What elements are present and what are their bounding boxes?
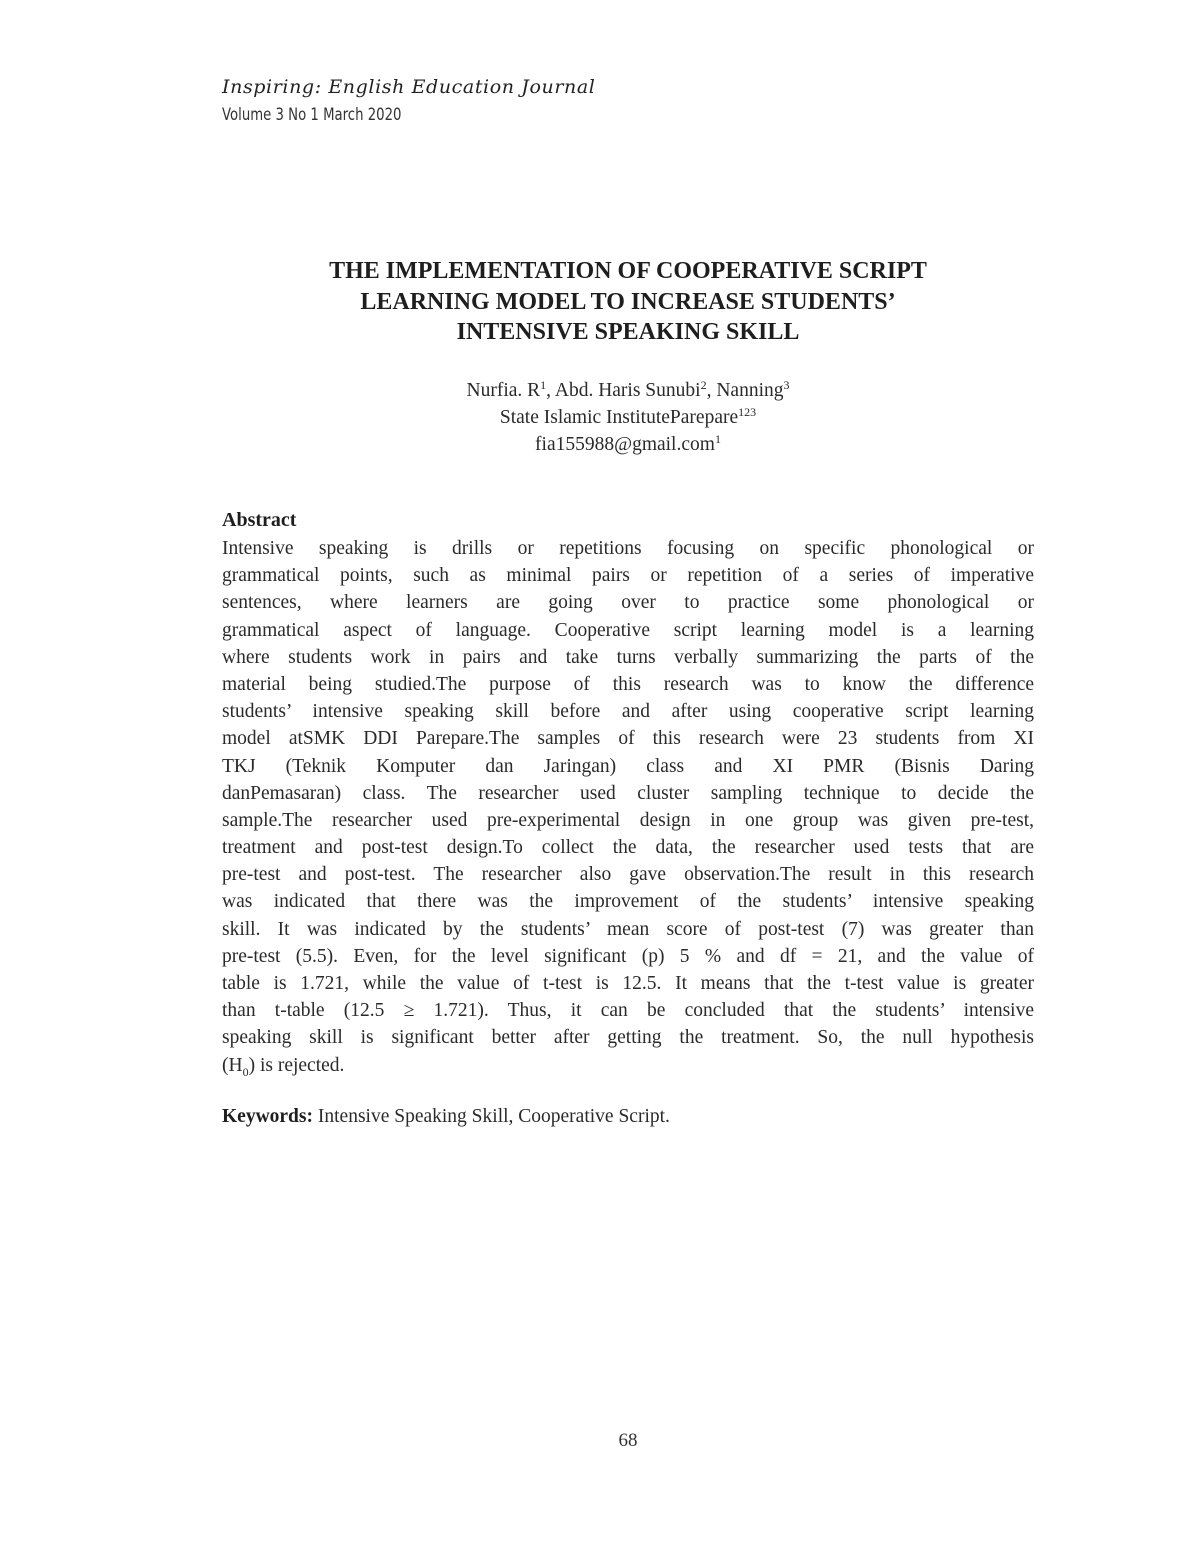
abstract-line: students’ intensive speaking skill before and after using cooperative script learning	[222, 701, 1034, 723]
abstract-line: TKJ (Teknik Komputer dan Jaringan) class and XI PMR (Bisnis Daring	[222, 755, 1034, 777]
abstract-line: model atSMK DDI Parepare.The samples of this research were 23 students from XI	[222, 728, 1034, 750]
abstract-line: treatment and post-test design.To collect the data, the researcher used tests that are	[222, 837, 1034, 859]
journal-header	[222, 74, 595, 130]
journal-volume: Volume 3 No 1 March 2020	[222, 105, 402, 125]
keywords-text: Intensive Speaking Skill, Cooperative Script.	[313, 1106, 670, 1127]
institution	[222, 404, 1034, 431]
abstract-line: sentences, where learners are going over to practice some phonological or	[222, 592, 1034, 614]
affiliation-mark: 123	[738, 405, 757, 419]
abstract-line: than t-table (12.5 ≥ 1.721). Thus, it can be concluded that the students’ intensive	[222, 1000, 1034, 1022]
abstract-heading: Abstract	[222, 509, 297, 531]
email	[222, 431, 1034, 458]
affiliation-mark: 1	[714, 432, 721, 446]
abstract-line: speaking skill is significant better after getting the treatment. So, the null hypothesis	[222, 1027, 1034, 1049]
author-name: Abd. Haris Sunubi	[554, 380, 701, 401]
affiliation-mark: 1	[540, 378, 547, 392]
abstract-line: Intensive speaking is drills or repetitions focusing on specific phonological or	[222, 538, 1034, 559]
page-number: 68	[618, 1430, 638, 1451]
journal-name: Inspiring: English Education Journal	[222, 76, 596, 98]
keywords-label: Keywords:	[222, 1106, 313, 1127]
institution-name: State Islamic InstituteParepare	[499, 407, 739, 428]
paper-title	[222, 256, 1034, 348]
author-name: Nanning	[716, 380, 784, 401]
author-block	[222, 377, 1034, 458]
abstract-line: skill. It was indicated by the students’ mean score of post-test (7) was greater than	[222, 918, 1034, 940]
abstract-line: danPemasaran) class. The researcher used cluster sampling technique to decide the	[222, 782, 1034, 804]
abstract-line: where students work in pairs and take turns verbally summarizing the parts of the	[222, 646, 1034, 668]
author-names	[222, 377, 1034, 404]
abstract-line: was indicated that there was the improvement of the students’ intensive speaking	[222, 891, 1034, 913]
author-name: Nurfia. R	[466, 380, 541, 401]
abstract-line: pre-test and post-test. The researcher also gave observation.The result in this research	[222, 864, 1034, 886]
abstract-line: sample.The researcher used pre-experimental design in one group was given pre-test,	[222, 809, 1034, 831]
title-line: THE IMPLEMENTATION OF COOPERATIVE SCRIPT	[329, 258, 927, 284]
separator: ,	[546, 380, 555, 401]
affiliation-mark: 3	[783, 378, 790, 392]
abstract-body	[222, 535, 1034, 1079]
abstract-line: grammatical points, such as minimal pairs or repetition of a series of imperative	[222, 565, 1034, 587]
separator: ,	[706, 380, 717, 401]
abstract-text: (H	[222, 1054, 243, 1076]
abstract-last-line	[222, 1052, 1034, 1079]
title-line: LEARNING MODEL TO INCREASE STUDENTS’	[360, 288, 896, 315]
abstract-line: material being studied.The purpose of this research was to know the difference	[222, 673, 1034, 695]
abstract-line: pre-test (5.5). Even, for the level significant (p) 5 % and df = 21, and the value of	[222, 945, 1034, 967]
abstract-text: ) is rejected.	[248, 1054, 345, 1076]
affiliation-mark: 2	[700, 378, 707, 392]
email-address: fia155988@gmail.com	[535, 434, 715, 455]
abstract-line: grammatical aspect of language. Cooperative script learning model is a learning	[222, 619, 1034, 641]
keywords	[222, 1103, 670, 1130]
subscript: 0	[242, 1064, 249, 1079]
abstract-line: table is 1.721, while the value of t-test is 12.5. It means that the t-test value is greater	[222, 973, 1034, 994]
title-line: INTENSIVE SPEAKING SKILL	[456, 319, 800, 345]
